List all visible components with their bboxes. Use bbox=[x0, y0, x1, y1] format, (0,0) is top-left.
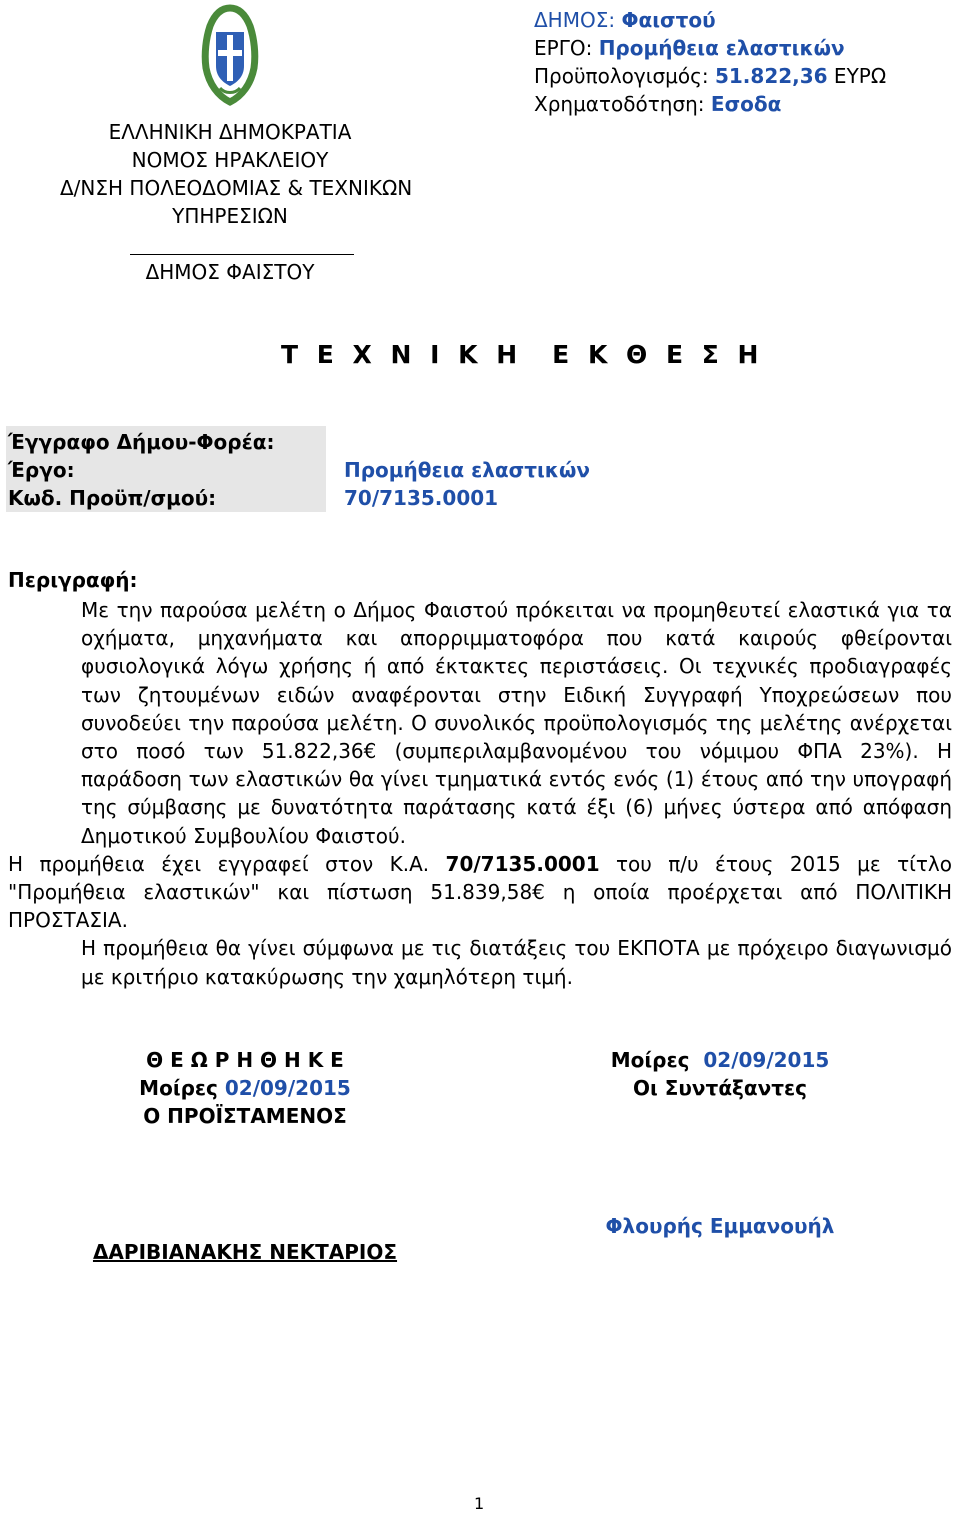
budget-line bbox=[534, 62, 886, 90]
org-line-2: ΝΟΜΟΣ ΗΡΑΚΛΕΙΟΥ bbox=[131, 148, 329, 172]
funding-line bbox=[534, 90, 886, 118]
description-paragraph-2 bbox=[8, 850, 952, 935]
funding-label: Χρηματοδότηση: bbox=[534, 92, 711, 116]
authors-date: 02/09/2015 bbox=[703, 1048, 830, 1072]
ergo-label: ΕΡΓΟ: bbox=[534, 36, 599, 60]
org-line-3: Δ/ΝΣΗ ΠΟΛΕΟΔΟΜΙΑΣ & ΤΕΧΝΙΚΩΝ bbox=[60, 176, 413, 200]
description-label: Περιγραφή: bbox=[8, 568, 138, 592]
supervisor-name-text: ΔΑΡΙΒΙΑΝΑΚΗΣ ΝΕΚΤΑΡΙΟΣ bbox=[92, 1240, 398, 1264]
ergo-meta-label: Έργο: bbox=[8, 458, 75, 482]
meta-values bbox=[344, 456, 590, 512]
p2-before: Η προμήθεια έχει εγγραφεί στον Κ.Α. bbox=[8, 851, 446, 876]
doc-label: Έγγραφο Δήμου-Φορέα: bbox=[8, 430, 275, 454]
authors-date-line bbox=[580, 1046, 860, 1074]
code-value: 70/7135.0001 bbox=[344, 486, 499, 510]
description-body bbox=[8, 596, 952, 991]
title-part-1: Τ Ε Χ Ν Ι Κ Η bbox=[281, 340, 523, 369]
approval-date: 02/09/2015 bbox=[224, 1076, 351, 1100]
approval-date-line bbox=[110, 1074, 380, 1102]
ergo-value: Προμήθεια ελαστικών bbox=[598, 36, 845, 60]
organization-header bbox=[60, 118, 413, 230]
p2-after: του π/υ έτους 2015 με τίτλο "Προμήθεια ελαστικών" και πίστωση 51.839,58€ η οποία προέρχεται από ΠΟΛΙΤΙΚΗ ΠΡΟΣΤΑΣΙΑ. bbox=[8, 851, 952, 933]
municipality-name: ΔΗΜΟΣ ΦΑΙΣΤΟΥ bbox=[145, 260, 315, 284]
author-name: Φλουρής Εμμανουήλ bbox=[605, 1214, 835, 1238]
ergo-meta-value: Προμήθεια ελαστικών bbox=[344, 458, 590, 482]
approval-title: Θ Ε Ω Ρ Η Θ Η Κ Ε bbox=[146, 1048, 344, 1072]
budget-label: Προϋπολογισμός: bbox=[534, 64, 715, 88]
description-paragraph-1: Με την παρούσα μελέτη ο Δήμος Φαιστού πρόκειται να προμηθευτεί ελαστικά για τα οχήματα, μηχανήματα και απορριμματοφόρα που κατά καιρούς φθείρονται φυσιολογικά λόγω χρήσης ή από έκτακτες περιστάσεις. Οι τεχνικές προδιαγραφές των ζητουμένων ειδών αναφέρονται στην Ειδική Συγγραφή Υποχρεώσεων που συνοδεύει την παρούσα μελέτη. Ο συνολικός προϋπολογισμός της μελέτης ανέρχεται στο ποσό των 51.822,36€ (συμπεριλαμβανομένου του νόμιμου ΦΠΑ 23%). Η παράδοση των ελαστικών θα γίνει τμηματικά εντός ενός (1) έτους από την υπογραφή της σύμβασης με δυνατότητα παράτασης κατά έξι (6) μήνες ύστερα από απόφαση Δημοτικού Συμβουλίου Φαιστού. bbox=[81, 598, 952, 848]
budget-currency: ΕΥΡΩ bbox=[827, 64, 887, 88]
dimos-label: ΔΗΜΟΣ: bbox=[534, 8, 622, 32]
authors-block bbox=[580, 1046, 860, 1102]
budget-value: 51.822,36 bbox=[714, 64, 828, 88]
approval-role: Ο ΠΡΟΪΣΤΑΜΕΝΟΣ bbox=[143, 1104, 347, 1128]
p2-code: 70/7135.0001 bbox=[445, 851, 600, 876]
document-title bbox=[281, 340, 763, 369]
header-rule bbox=[130, 254, 354, 255]
authors-place: Μοίρες bbox=[610, 1048, 704, 1072]
approval-place: Μοίρες bbox=[139, 1076, 225, 1100]
org-line-4: ΥΠΗΡΕΣΙΩΝ bbox=[172, 204, 288, 228]
funding-value: Εσοδα bbox=[710, 92, 782, 116]
description-paragraph-3: Η προμήθεια θα γίνει σύμφωνα με τις διατάξεις του ΕΚΠΟΤΑ με πρόχειρο διαγωνισμό με κριτήριο κατακύρωσης την χαμηλότερη τιμή. bbox=[81, 936, 952, 989]
page-number: 1 bbox=[474, 1494, 485, 1513]
approval-block bbox=[110, 1046, 380, 1130]
dimos-line bbox=[534, 6, 886, 34]
meta-labels bbox=[8, 428, 274, 512]
project-info bbox=[534, 6, 886, 118]
dimos-value: Φαιστού bbox=[621, 8, 716, 32]
title-part-2: Ε Κ Θ Ε Σ Η bbox=[552, 340, 764, 369]
supervisor-name bbox=[80, 1240, 410, 1264]
greek-coat-of-arms-icon bbox=[190, 2, 270, 114]
org-line-1: ΕΛΛΗΝΙΚΗ ΔΗΜΟΚΡΑΤΙΑ bbox=[108, 120, 352, 144]
authors-role: Οι Συντάξαντες bbox=[633, 1076, 807, 1100]
ergo-line bbox=[534, 34, 886, 62]
code-label: Κωδ. Προϋπ/σμού: bbox=[8, 486, 217, 510]
